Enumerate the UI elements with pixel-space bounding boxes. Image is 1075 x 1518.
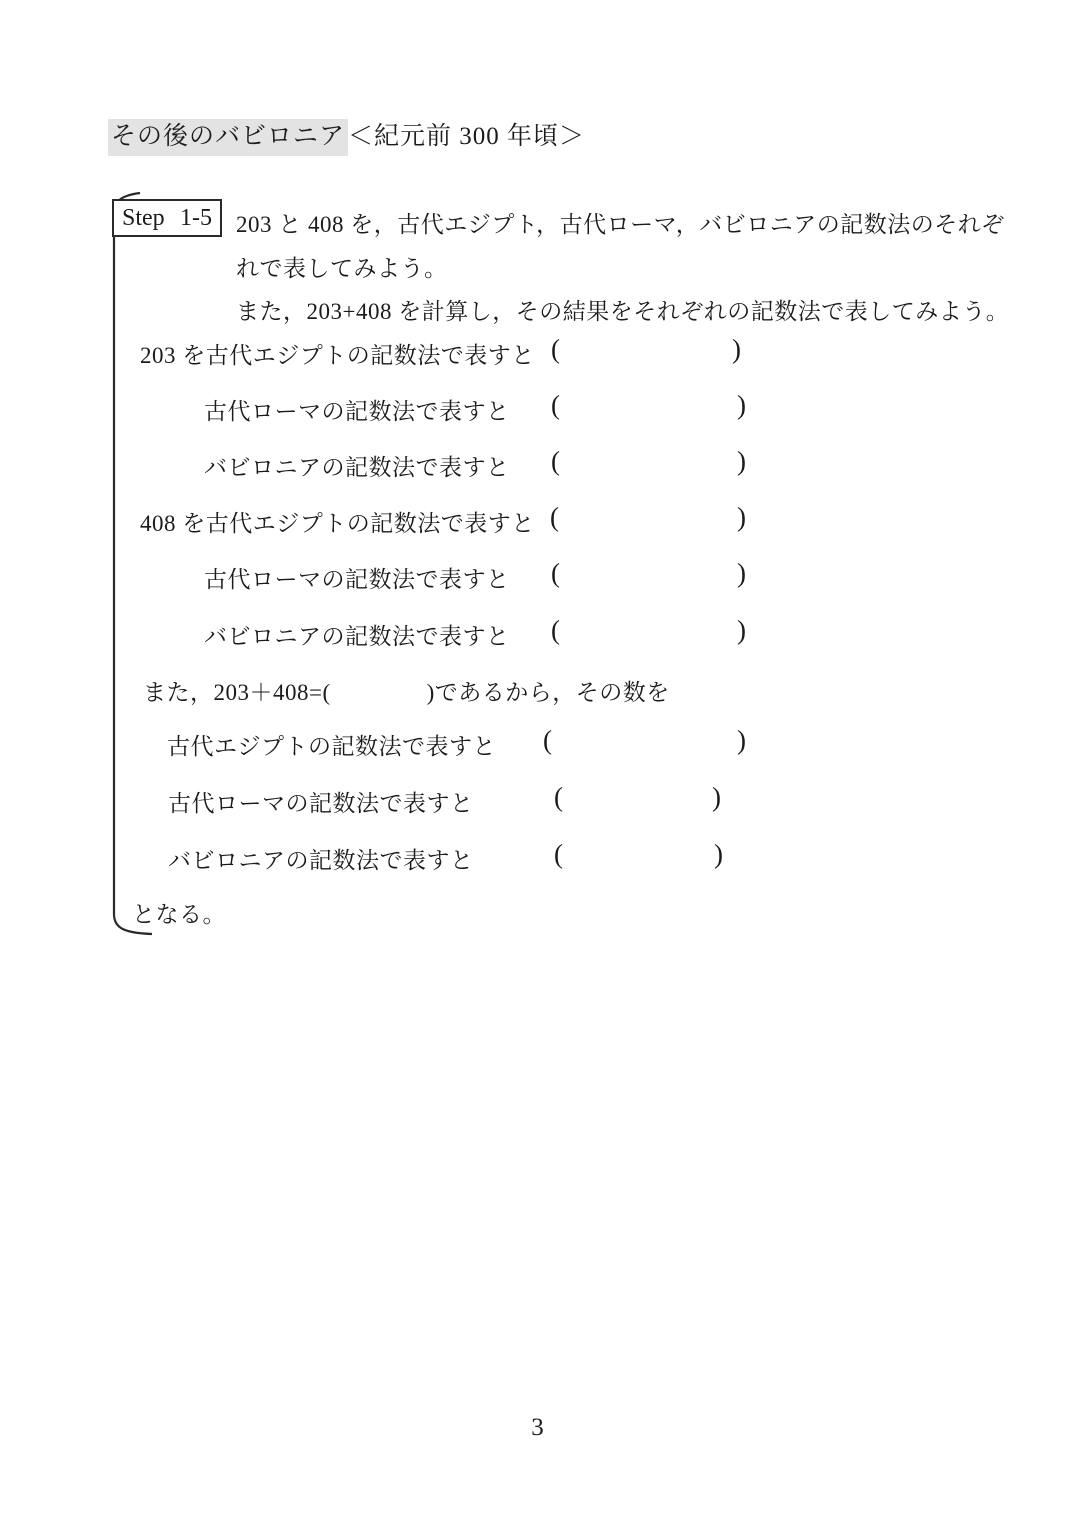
step-instruction-line-1: 203 と 408 を，古代エジプト，古代ローマ，バビロニアの記数法のそれぞ xyxy=(236,212,1005,237)
answer-paren-close: ) xyxy=(737,446,746,476)
sum-line xyxy=(143,674,670,707)
answer-paren-open: ( xyxy=(554,839,563,869)
row-label: バビロニアの記数法で表すと xyxy=(204,455,510,480)
step-instruction-line-2: れで表してみよう。 xyxy=(236,256,448,281)
answer-paren-close: ) xyxy=(737,390,746,420)
row-label: バビロニアの記数法で表すと xyxy=(168,848,474,873)
answer-paren-open: ( xyxy=(551,446,560,476)
answer-paren-open: ( xyxy=(551,558,560,588)
step-instruction-line-3: また，203+408 を計算し，その結果をそれぞれの記数法で表してみよう。 xyxy=(236,299,1010,324)
sum-suffix: )であるから，その数を xyxy=(426,680,670,705)
row-label: 古代ローマの記数法で表すと xyxy=(204,399,510,424)
row-label: バビロニアの記数法で表すと xyxy=(204,624,510,649)
row-label: 203 を古代エジプトの記数法で表すと xyxy=(140,343,535,368)
answer-paren-close: ) xyxy=(737,725,746,755)
step-badge xyxy=(112,199,222,237)
answer-paren-open: ( xyxy=(550,502,559,532)
row-label: 古代ローマの記数法で表すと xyxy=(204,567,510,592)
answer-paren-open: ( xyxy=(551,615,560,645)
answer-paren-open: ( xyxy=(551,334,560,364)
heading-highlight: その後のバビロニア xyxy=(108,119,348,156)
row-label: 408 を古代エジプトの記数法で表すと xyxy=(140,511,535,536)
answer-paren-open: ( xyxy=(543,725,552,755)
step-label: Step xyxy=(122,204,165,231)
answer-paren-close: ) xyxy=(712,782,721,812)
closing-text: となる。 xyxy=(132,902,226,927)
row-label: 古代ローマの記数法で表すと xyxy=(168,791,474,816)
answer-paren-close: ) xyxy=(737,502,746,532)
answer-paren-close: ) xyxy=(732,334,741,364)
row-label: 古代エジプトの記数法で表すと xyxy=(167,734,496,759)
answer-paren-open: ( xyxy=(554,782,563,812)
sum-prefix: また，203＋408=( xyxy=(143,680,331,705)
answer-paren-open: ( xyxy=(551,390,560,420)
step-number: 1-5 xyxy=(180,204,212,231)
answer-paren-close: ) xyxy=(714,839,723,869)
heading-era: ＜紀元前 300 年頃＞ xyxy=(348,123,586,150)
answer-paren-close: ) xyxy=(737,558,746,588)
page-number: 3 xyxy=(531,1414,544,1441)
answer-paren-close: ) xyxy=(737,615,746,645)
